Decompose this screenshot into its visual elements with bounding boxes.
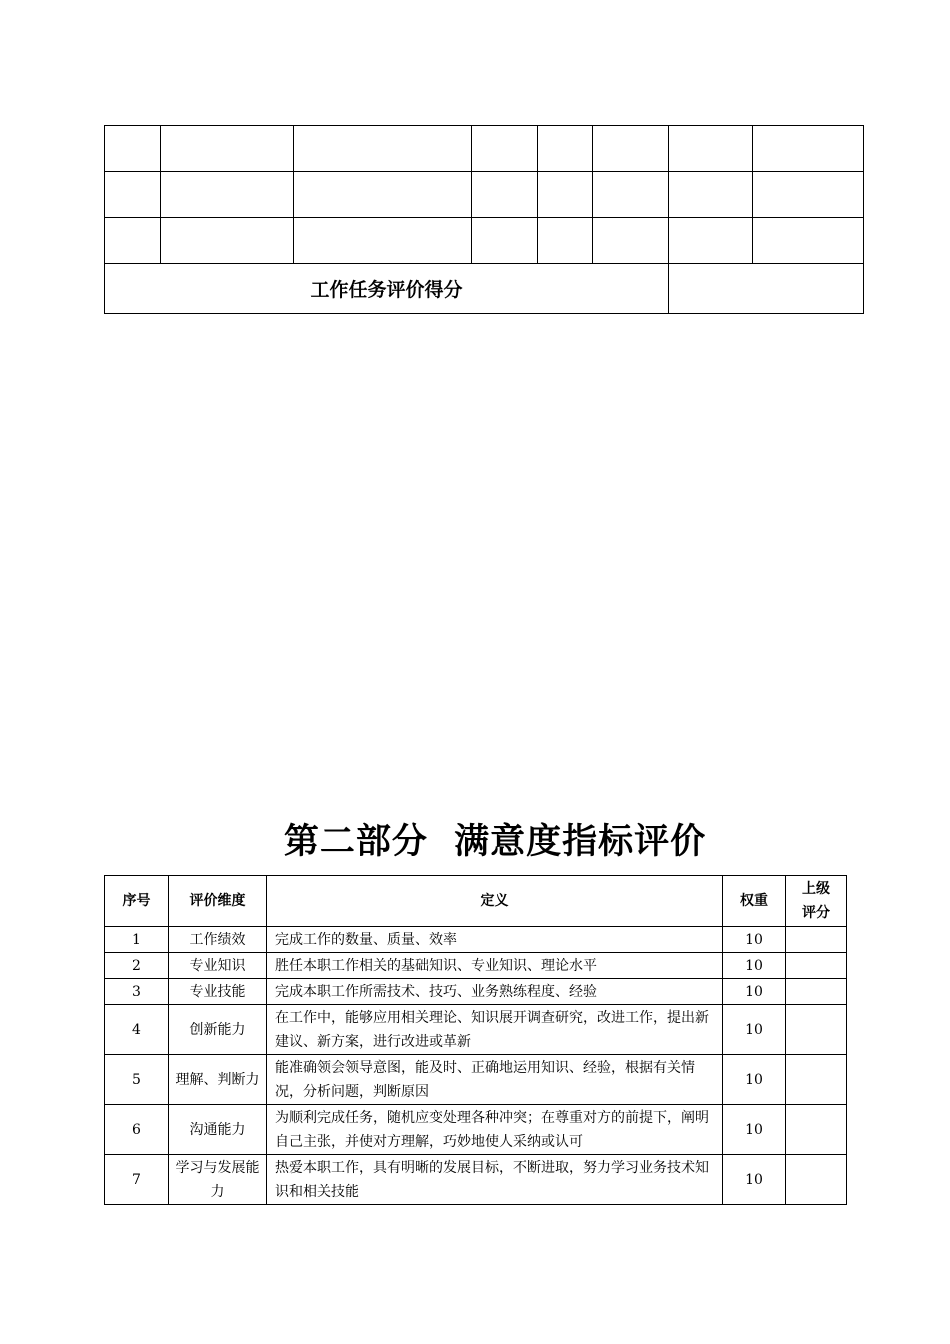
table-cell: [669, 126, 753, 172]
table-cell: [161, 126, 294, 172]
row-score-cell: [786, 979, 847, 1005]
section-title: 第二部分 满意度指标评价: [283, 821, 707, 862]
row-weight: 10: [723, 927, 786, 953]
row-dimension: 工作绩效: [169, 927, 267, 953]
table-cell: [538, 172, 593, 218]
row-score-cell: [786, 1055, 847, 1105]
row-no: 1: [105, 927, 169, 953]
total-score-value-cell: [669, 264, 864, 314]
row-definition: 能准确领会领导意图，能及时、正确地运用知识、经验，根据有关情况，分析问题，判断原因: [267, 1055, 723, 1105]
table-row: [105, 1155, 847, 1205]
table-cell: [161, 218, 294, 264]
row-no: 3: [105, 979, 169, 1005]
table-row: [105, 218, 864, 264]
table-cell: [593, 172, 669, 218]
table-row: [105, 1105, 847, 1155]
row-definition: 完成工作的数量、质量、效率: [267, 927, 723, 953]
table-row: [105, 927, 847, 953]
header-score-line1: 上级: [802, 881, 830, 897]
row-score-cell: [786, 927, 847, 953]
row-weight: 10: [723, 979, 786, 1005]
table-cell: [472, 126, 538, 172]
row-no: 7: [105, 1155, 169, 1205]
row-definition: 在工作中，能够应用相关理论、知识展开调查研究，改进工作，提出新建议、新方案，进行改进或革新: [267, 1005, 723, 1055]
row-weight: 10: [723, 1155, 786, 1205]
task-evaluation-table: [104, 125, 864, 314]
row-definition: 完成本职工作所需技术、技巧、业务熟练程度、经验: [267, 979, 723, 1005]
table-cell: [472, 218, 538, 264]
table-row: [105, 1055, 847, 1105]
header-score: [786, 876, 847, 927]
header-definition: 定义: [267, 876, 723, 927]
header-dimension: 评价维度: [169, 876, 267, 927]
table-cell: [105, 218, 161, 264]
table-row: [105, 172, 864, 218]
table-row: [105, 126, 864, 172]
row-no: 6: [105, 1105, 169, 1155]
header-score-line2: 评分: [802, 905, 830, 921]
table-header-row: [105, 876, 847, 927]
satisfaction-table: [104, 875, 847, 1205]
row-definition: 热爱本职工作，具有明晰的发展目标，不断进取，努力学习业务技术知识和相关技能: [267, 1155, 723, 1205]
row-weight: 10: [723, 1105, 786, 1155]
table-row: [105, 979, 847, 1005]
table-cell: [593, 126, 669, 172]
row-weight: 10: [723, 1005, 786, 1055]
table-cell: [538, 126, 593, 172]
table-cell: [669, 172, 753, 218]
row-dimension: 专业知识: [169, 953, 267, 979]
table-cell: [669, 218, 753, 264]
row-score-cell: [786, 1005, 847, 1055]
total-score-row: [105, 264, 864, 314]
table-cell: [294, 218, 472, 264]
row-dimension: 专业技能: [169, 979, 267, 1005]
table-cell: [294, 126, 472, 172]
table-row: [105, 953, 847, 979]
row-dimension: 沟通能力: [169, 1105, 267, 1155]
table-cell: [753, 126, 864, 172]
table-cell: [753, 172, 864, 218]
row-dimension: 理解、判断力: [169, 1055, 267, 1105]
table-cell: [593, 218, 669, 264]
row-score-cell: [786, 953, 847, 979]
row-no: 5: [105, 1055, 169, 1105]
row-score-cell: [786, 1155, 847, 1205]
table-cell: [472, 172, 538, 218]
table-cell: [294, 172, 472, 218]
row-definition: 胜任本职工作相关的基础知识、专业知识、理论水平: [267, 953, 723, 979]
table-cell: [105, 126, 161, 172]
row-weight: 10: [723, 1055, 786, 1105]
header-no: 序号: [105, 876, 169, 927]
row-no: 4: [105, 1005, 169, 1055]
row-weight: 10: [723, 953, 786, 979]
table-cell: [753, 218, 864, 264]
table-cell: [105, 172, 161, 218]
row-dimension: 创新能力: [169, 1005, 267, 1055]
table-cell: [538, 218, 593, 264]
table-cell: [161, 172, 294, 218]
row-dimension: 学习与发展能力: [169, 1155, 267, 1205]
row-no: 2: [105, 953, 169, 979]
row-definition: 为顺利完成任务，随机应变处理各种冲突；在尊重对方的前提下，阐明自己主张，并使对方理解，巧妙地使人采纳或认可: [267, 1105, 723, 1155]
table-row: [105, 1005, 847, 1055]
total-score-label: 工作任务评价得分: [105, 264, 669, 314]
header-weight: 权重: [723, 876, 786, 927]
row-score-cell: [786, 1105, 847, 1155]
